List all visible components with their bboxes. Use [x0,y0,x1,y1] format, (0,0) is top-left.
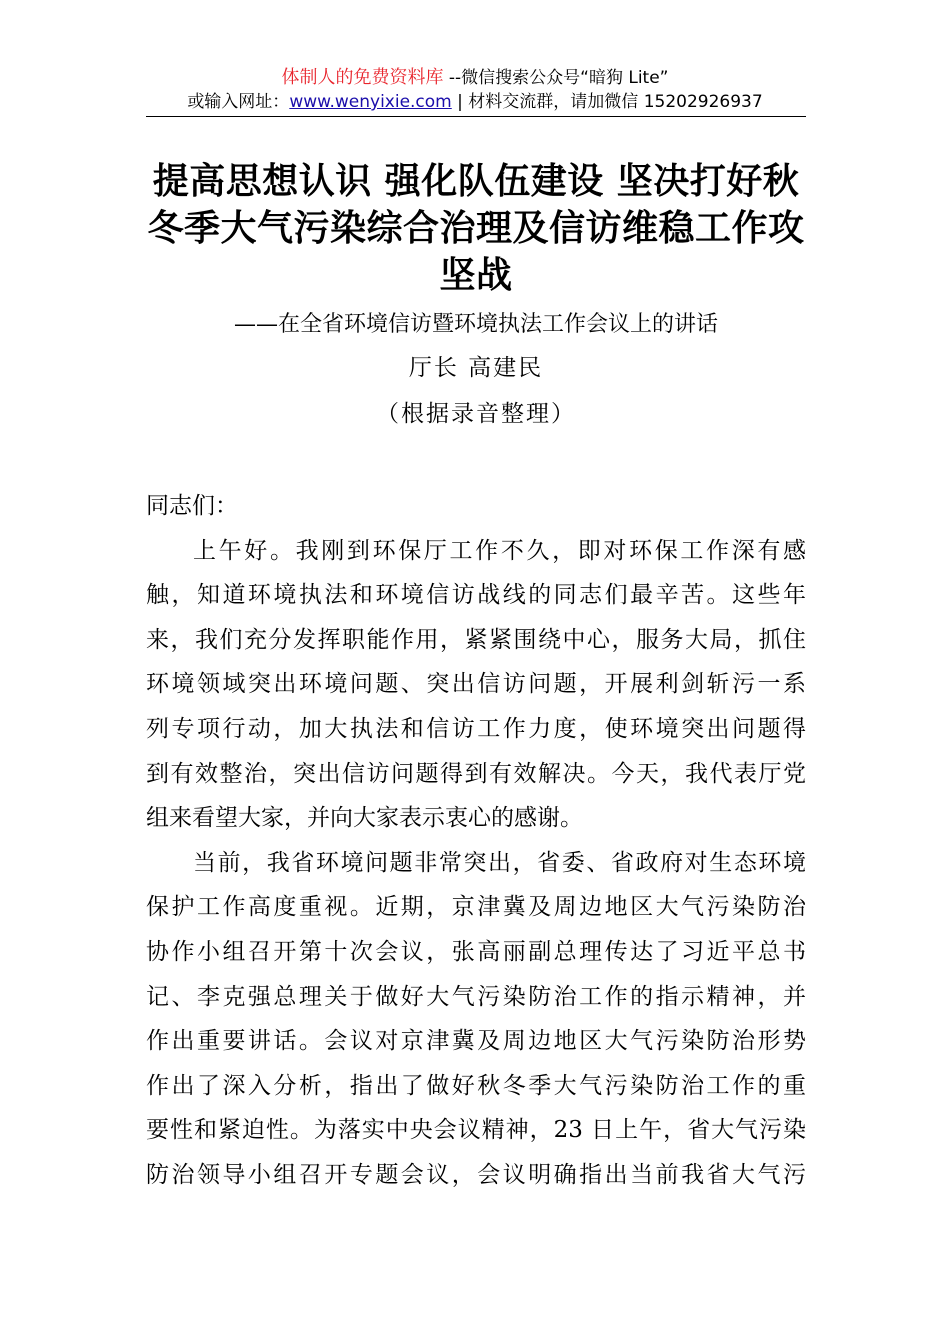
text-line: 触，知道环境执法和环境信访战线的同志们最辛苦。这些年 [146,582,806,609]
paragraph-1 [146,529,806,841]
header-line-2 [0,90,950,114]
paragraph-2 [146,841,806,1198]
text-line: 组来看望大家，并向大家表示衷心的感谢。 [146,805,583,832]
title-line: 冬季大气污染综合治理及信访维稳工作攻 [147,207,805,249]
text-line: 作出了深入分析，指出了做好秋冬季大气污染防治工作的重 [146,1072,806,1099]
document-title [146,158,806,299]
text-line: 上午好。我刚到环保厅工作不久，即对环保工作深有感 [193,537,806,564]
document-body [146,484,806,1198]
speaker-line: 厅长 高建民 [408,355,544,381]
text-line: 要性和紧迫性。为落实中央会议精神，23 日上午，省大气污染 [146,1117,806,1144]
transcription-note: （根据录音整理） [376,401,576,427]
text-line: 保护工作高度重视。近期，京津冀及周边地区大气污染防治 [146,894,806,921]
text-line: 防治领导小组召开专题会议，会议明确指出当前我省大气污 [146,1161,806,1188]
header-wechat-text: --微信搜索公众号“暗狗 Lite” [443,68,669,88]
title-line: 坚战 [439,254,513,296]
title-line: 提高思想认识 强化队伍建设 坚决打好秋 [152,160,800,202]
document-subtitle: ——在全省环境信访暨环境执法工作会议上的讲话 [233,312,718,337]
text-line: 协作小组召开第十次会议，张高丽副总理传达了习近平总书 [146,938,806,965]
header-url-link[interactable]: www.wenyixie.com [289,92,452,112]
header-brand: 体制人的免费资料库 [281,67,444,88]
header-line-1 [0,66,950,90]
header-url-prefix: 或输入网址： [187,92,290,112]
header-divider [146,116,806,117]
text-line: 作出重要讲话。会议对京津冀及周边地区大气污染防治形势 [146,1028,806,1055]
text-line: 到有效整治，突出信访问题得到有效解决。今天，我代表厅党 [146,760,806,787]
header-url-suffix: | 材料交流群，请加微信 15202926937 [451,92,763,112]
text-line: 列专项行动，加大执法和信访工作力度，使环境突出问题得 [146,715,806,742]
salutation: 同志们： [146,493,238,519]
text-line: 来，我们充分发挥职能作用，紧紧围绕中心，服务大局，抓住 [146,626,806,653]
page-header [0,66,950,114]
text-line: 当前，我省环境问题非常突出，省委、省政府对生态环境 [193,849,806,876]
text-line: 环境领域突出环境问题、突出信访问题，开展利剑斩污一系 [146,671,806,698]
text-line: 记、李克强总理关于做好大气污染防治工作的指示精神，并 [146,983,806,1010]
